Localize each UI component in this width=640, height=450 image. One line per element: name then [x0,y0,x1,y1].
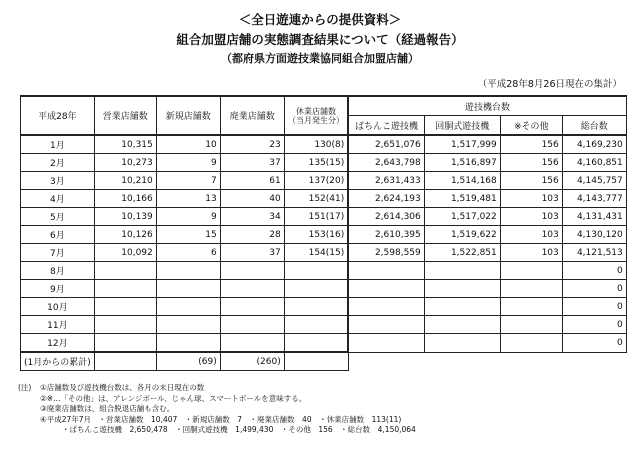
note-4a: ④平成27年7月 ・営業店舗数 10,407 ・新規店舗数 7 ・廃業店舗数 40 ・休業店舗数 113(11) [40,414,402,424]
cell-closed: 37 [220,154,284,172]
header-suspended-line2: （当月発生分） [288,115,344,125]
cell-operating [94,316,156,334]
header-machines-group: 遊技機台数 [348,96,626,116]
cell-other: 103 [500,208,562,226]
cell-slot [424,334,500,353]
cell-pachinko [348,280,424,298]
cell-pachinko [348,298,424,316]
cell-month: 5月 [21,208,95,226]
cell-month: 4月 [21,190,95,208]
cell-other [500,334,562,353]
cell-month: 3月 [21,172,95,190]
cell-slot: 1,514,168 [424,172,500,190]
header-row-1 [21,96,627,116]
cell-closed [220,262,284,280]
survey-table [20,95,627,371]
note-line [18,404,416,415]
cell-operating [94,334,156,353]
cell-new: 15 [156,226,220,244]
cell-suspended: 137(20) [284,172,348,190]
cell-pachinko: 2,631,433 [348,172,424,190]
header-operating: 営業店舗数 [94,96,156,135]
cell-pachinko [348,262,424,280]
cell-other: 103 [500,244,562,262]
cell-suspended [284,334,348,353]
as-of-date: （平成28年8月26日現在の集計） [477,79,622,90]
document-title: ＜全日遊連からの提供資料＞ [238,12,402,27]
note-line [18,425,416,436]
cell-slot: 1,522,851 [424,244,500,262]
notes-section [18,383,416,436]
cell-total: 0 [562,298,626,316]
cell-total: 0 [562,262,626,280]
empty-cell [562,352,626,371]
cell-other [500,280,562,298]
cell-other: 156 [500,135,562,154]
header-total: 総台数 [562,116,626,136]
cell-slot: 1,517,999 [424,135,500,154]
table-row [21,262,627,280]
cell-new [156,334,220,353]
cell-new: 6 [156,244,220,262]
table-row [21,298,627,316]
cell-operating [94,262,156,280]
table-row [21,172,627,190]
cell-new: 9 [156,208,220,226]
cell-new: 13 [156,190,220,208]
cumulative-new: (69) [156,352,220,371]
cell-pachinko: 2,598,559 [348,244,424,262]
cell-other: 156 [500,172,562,190]
cell-month: 8月 [21,262,95,280]
cell-total: 0 [562,334,626,353]
cell-new: 7 [156,172,220,190]
table-row [21,316,627,334]
cell-pachinko: 2,614,306 [348,208,424,226]
report-title: 組合加盟店舗の実態調査結果について（経過報告） [176,32,464,47]
note-1: ①店舗数及び遊技機台数は、各月の末日現在の数 [40,383,205,392]
cell-other: 103 [500,226,562,244]
cell-slot [424,316,500,334]
cell-month: 9月 [21,280,95,298]
cell-slot [424,280,500,298]
cumulative-closed: (260) [220,352,284,371]
cumulative-label: (1月からの累計) [21,352,95,371]
cell-closed [220,334,284,353]
header-slot: 回胴式遊技機 [424,116,500,136]
header-suspended [284,96,348,135]
cell-pachinko [348,334,424,353]
cell-other [500,262,562,280]
cell-closed: 28 [220,226,284,244]
cell-total: 4,131,431 [562,208,626,226]
cell-suspended [284,298,348,316]
cell-month: 7月 [21,244,95,262]
cell-total: 4,130,120 [562,226,626,244]
report-subtitle: （都府県方面遊技業協同組合加盟店舗） [221,52,419,65]
cell-pachinko: 2,610,395 [348,226,424,244]
cell-operating [94,298,156,316]
empty-cell [424,352,500,371]
table-row [21,135,627,154]
cell-operating: 10,139 [94,208,156,226]
note-2: ②※…「その他」は、アレンジボール、じゃん球、スマートボールを意味する。 [40,393,307,403]
cell-closed [220,316,284,334]
table-row [21,208,627,226]
table-row [21,190,627,208]
cell-pachinko: 2,651,076 [348,135,424,154]
header-new: 新規店舗数 [156,96,220,135]
cell-month: 2月 [21,154,95,172]
cell-suspended [284,280,348,298]
cell-month: 1月 [21,135,95,154]
cell-closed: 23 [220,135,284,154]
cell-total: 4,160,851 [562,154,626,172]
cell-suspended [284,262,348,280]
empty-cell [500,352,562,371]
cell-new: 9 [156,154,220,172]
cell-suspended: 152(41) [284,190,348,208]
cell-closed: 40 [220,190,284,208]
table-row [21,244,627,262]
cumulative-row [21,352,627,371]
cell-slot: 1,516,897 [424,154,500,172]
cell-slot [424,298,500,316]
table-row [21,226,627,244]
cell-total: 4,143,777 [562,190,626,208]
header-pachinko: ぱちんこ遊技機 [348,116,424,136]
cell-new [156,280,220,298]
cell-closed: 61 [220,172,284,190]
cell-month: 10月 [21,298,95,316]
note-line [18,415,416,426]
cell-operating: 10,273 [94,154,156,172]
cell-operating: 10,126 [94,226,156,244]
cumulative-operating [94,352,156,371]
cell-month: 12月 [21,334,95,353]
note-3: ③廃業店舗数は、組合脱退店舗も含む。 [40,404,175,413]
cell-pachinko: 2,624,193 [348,190,424,208]
cell-closed [220,280,284,298]
cell-suspended: 130(8) [284,135,348,154]
note-line [18,383,416,394]
cell-suspended: 154(15) [284,244,348,262]
table-row [21,154,627,172]
cell-slot: 1,517,022 [424,208,500,226]
cell-suspended [284,316,348,334]
header-period: 平成28年 [21,96,95,135]
cell-total: 4,121,513 [562,244,626,262]
note-line [18,394,416,405]
cell-slot: 1,519,481 [424,190,500,208]
cell-total: 4,169,230 [562,135,626,154]
header-other: ※その他 [500,116,562,136]
cell-new: 10 [156,135,220,154]
cell-operating: 10,092 [94,244,156,262]
cell-slot: 1,519,622 [424,226,500,244]
cell-suspended: 135(15) [284,154,348,172]
cell-other [500,298,562,316]
cell-other: 103 [500,190,562,208]
cell-total: 0 [562,316,626,334]
cell-new [156,316,220,334]
cell-new [156,262,220,280]
cell-other: 156 [500,154,562,172]
cell-operating: 10,166 [94,190,156,208]
cell-pachinko [348,316,424,334]
header-suspended-line1: 休業店舗数 [296,106,336,116]
cell-operating: 10,210 [94,172,156,190]
cell-closed [220,298,284,316]
cell-total: 0 [562,280,626,298]
cell-new [156,298,220,316]
cumulative-suspended [284,352,348,371]
cell-suspended: 151(17) [284,208,348,226]
empty-cell [348,352,424,371]
cell-operating [94,280,156,298]
header-closed: 廃業店舗数 [220,96,284,135]
cell-operating: 10,315 [94,135,156,154]
cell-closed: 34 [220,208,284,226]
table-row [21,334,627,353]
cell-total: 4,145,757 [562,172,626,190]
cell-suspended: 153(16) [284,226,348,244]
note-4b: ・ぱちんこ遊技機 2,650,478 ・回胴式遊技機 1,499,430 ・その他 156 ・総台数 4,150,064 [62,425,416,434]
cell-month: 6月 [21,226,95,244]
notes-label: (注) [18,383,32,392]
cell-other [500,316,562,334]
cell-closed: 37 [220,244,284,262]
table-row [21,280,627,298]
cell-slot [424,262,500,280]
cell-month: 11月 [21,316,95,334]
cell-pachinko: 2,643,798 [348,154,424,172]
